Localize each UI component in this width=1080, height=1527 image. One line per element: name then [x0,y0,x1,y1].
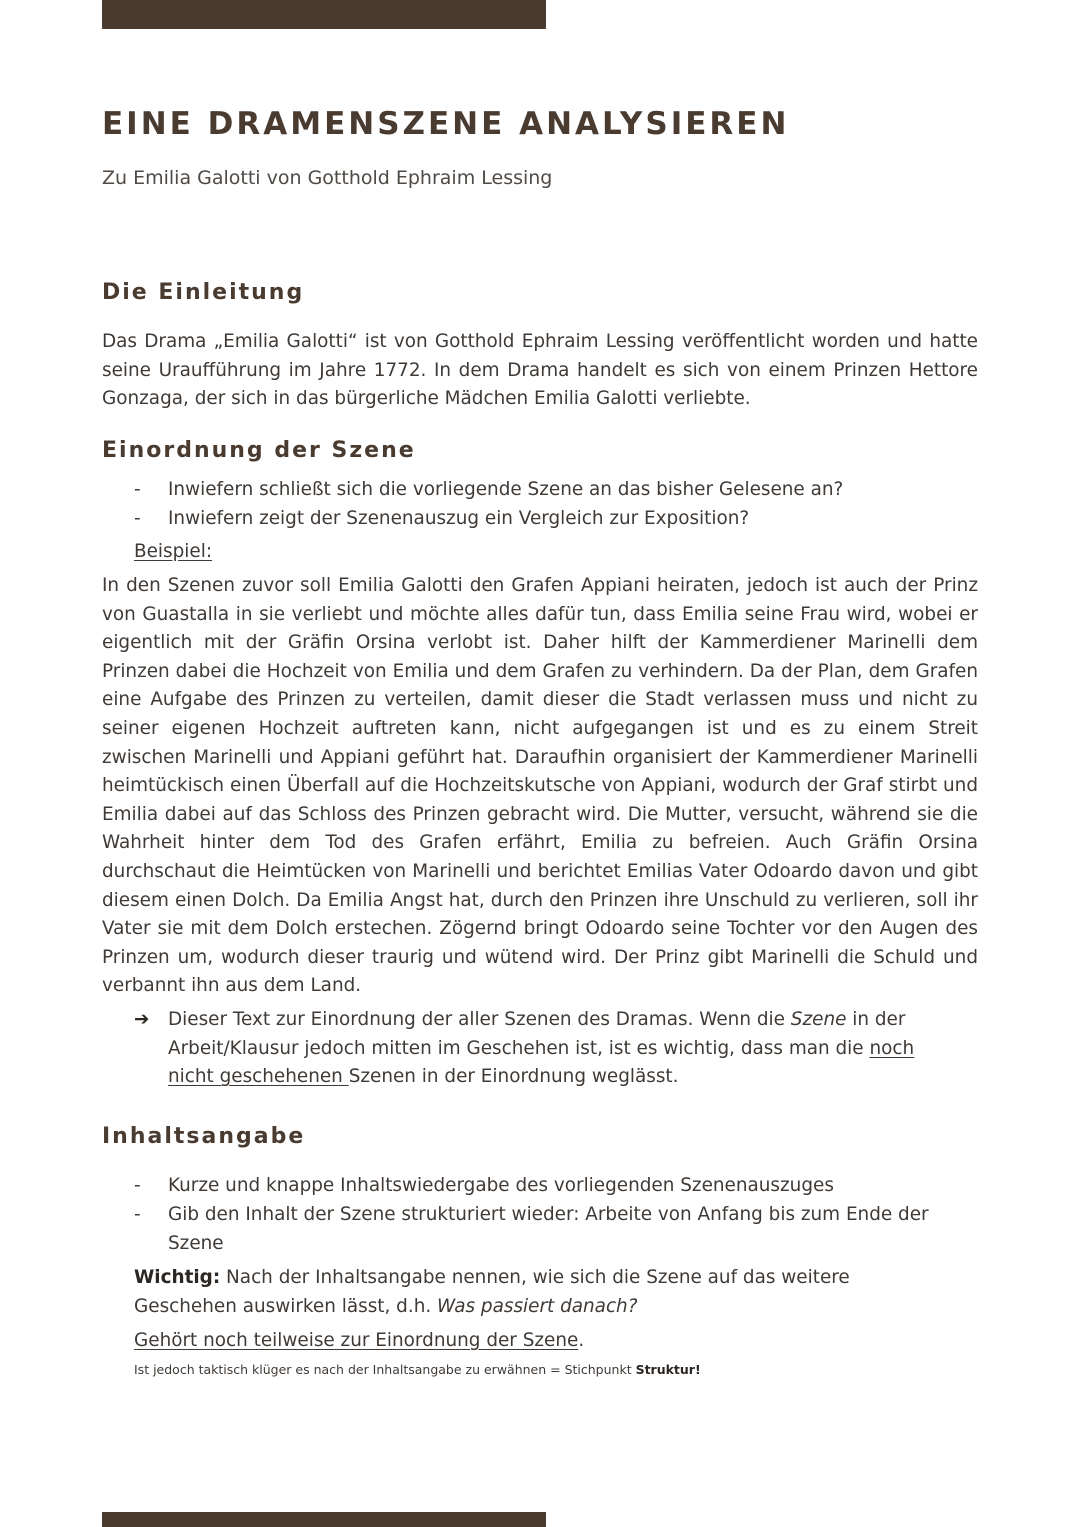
section-heading-inhaltsangabe: Inhaltsangabe [102,1124,306,1149]
section-heading-einleitung: Die Einleitung [102,280,305,305]
einleitung-paragraph: Das Drama „Emilia Galotti“ ist von Gotthold Ephraim Lessing veröffentlicht worden und hatte seine Uraufführung im Jahre 1772. In dem Drama handelt es sich von einem Prinzen Hettore Gonzaga, der sich in das bürgerliche Mädchen Emilia Galotti verliebte. [102,331,978,410]
einordnung-reference-note: Gehört noch teilweise zur Einordnung der Szene. [134,1330,585,1351]
dash-bullet: - [134,508,141,529]
dash-bullet: - [134,1175,141,1196]
footnote: Ist jedoch taktisch klüger es nach der Inhaltsangabe zu erwähnen = Stichpunkt Struktur! [134,1362,701,1377]
list-item: - Kurze und knappe Inhaltswiedergabe des vorliegenden Szenenauszuges [134,1172,978,1201]
section-heading-einordnung: Einordnung der Szene [102,438,416,463]
list-item: - Inwiefern zeigt der Szenenauszug ein Vergleich zur Exposition? [134,505,978,534]
top-decoration-bar [102,0,546,29]
list-item: - Gib den Inhalt der Szene strukturiert wieder: Arbeite von Anfang bis zum Ende der Szene [134,1201,954,1258]
example-label: Beispiel: [134,541,213,562]
arrow-note: ➔ Dieser Text zur Einordnung der aller Szenen des Dramas. Wenn die Szene in der Arbeit/Klausur jedoch mitten im Geschehen ist, ist es wichtig, dass man die noch nicht geschehenen Szenen in der Einordnung weglässt. [134,1006,946,1092]
dash-bullet: - [134,1204,141,1225]
bottom-decoration-bar [102,1512,546,1527]
wichtig-note: Wichtig: Nach der Inhaltsangabe nennen, wie sich die Szene auf das weitere Geschehen auswirken lässt, d.h. Was passiert danach? [134,1267,850,1317]
dash-bullet: - [134,479,141,500]
page-title: EINE DRAMENSZENE ANALYSIEREN [102,106,790,142]
example-paragraph: In den Szenen zuvor soll Emilia Galotti den Grafen Appiani heiraten, jedoch ist auch der Prinz von Guastalla in sie verliebt und möchte alles dafür tun, dass Emilia seine Frau wird, wobei er eigentlich mit der Gräfin Orsina verlobt ist. Daher hilft der Kammerdiener Marinelli dem Prinzen dabei die Hochzeit von Emilia und dem Grafen zu verhindern. Da der Plan, dem Grafen eine Aufgabe des Prinzen zu verteilen, damit dieser die Stadt verlassen muss und nicht zu seiner eigenen Hochzeit auftreten kann, nicht aufgegangen ist und es zu einem Streit zwischen Marinelli und Appiani geführt hat. Daraufhin organisiert der Kammerdiener Marinelli heimtückisch einen Überfall auf die Hochzeitskutsche von Appiani, wodurch der Graf stirbt und Emilia dabei auf das Schloss des Prinzen gebracht wird. Die Mutter, versucht, während sie die Wahrheit hinter dem Tod des Grafen erfährt, Emilia zu befreien. Auch Gräfin Orsina durchschaut die Heimtücken von Marinelli und berichtet Emilias Vater Odoardo davon und gibt diesem einen Dolch. Da Emilia Angst hat, durch den Prinzen ihre Unschuld zu verlieren, soll ihr Vater sie mit dem Dolch erstechen. Zögernd bringt Odoardo seine Tochter vor den Augen des Prinzen um, wodurch dieser traurig und wütend wird. Der Prinz gibt Marinelli die Schuld und verbannt ihn aus dem Land. [102,575,978,997]
list-item: - Inwiefern schließt sich die vorliegende Szene an das bisher Gelesene an? [134,476,978,505]
page-subtitle: Zu Emilia Galotti von Gotthold Ephraim Lessing [102,167,553,189]
arrow-right-icon: ➔ [134,1009,150,1030]
